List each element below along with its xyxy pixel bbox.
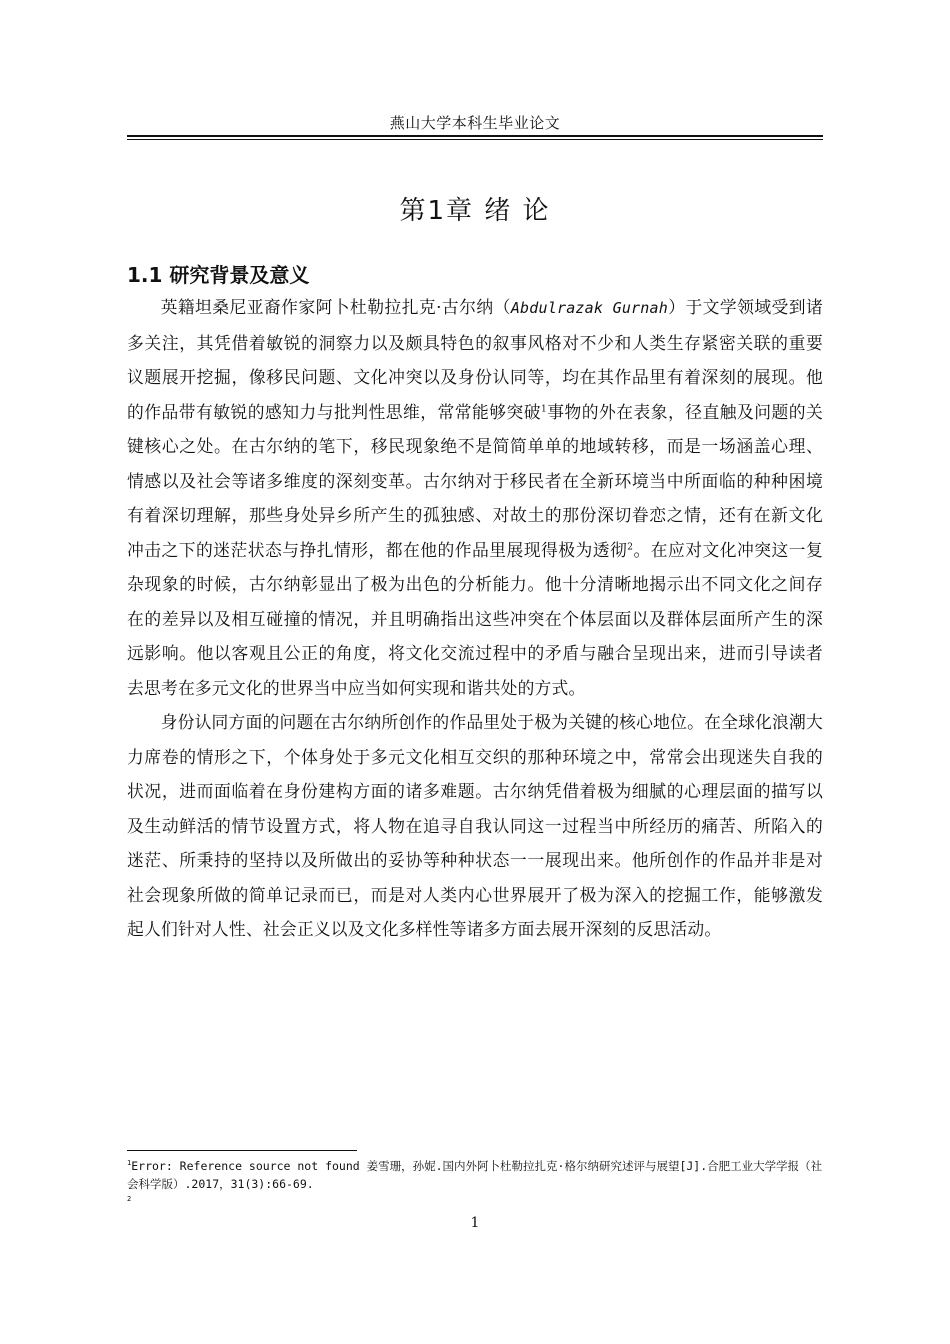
chapter-title: 第1章 绪 论 <box>399 196 551 227</box>
footnote-ref-2[interactable]: 2 <box>627 541 634 552</box>
running-header: 燕山大学本科生毕业论文 <box>389 114 561 132</box>
header-rule-thin <box>127 139 823 140</box>
footnotes <box>127 1157 823 1211</box>
paragraph-2: 身份认同方面的问题在古尔纳所创作的作品里处于极为关键的核心地位。在全球化浪潮大力席卷的情形之下，个体身处于多元文化相互交织的那种环境之中，常常会出现迷失自我的状况，进而面临着在身份建构方面的诸多难题。古尔纳凭借着极为细腻的心理层面的描写以及生动鲜活的情节设置方式，将人物在追寻自我认同这一过程当中所经历的痛苦、所陷入的迷茫、所秉持的坚持以及所做出的妥协等种种状态一一展现出来。他所创作的作品并非是对社会现象所做的简单记录而已，而是对人类内心世界展开了极为深入的挖掘工作，能够激发起人们针对人性、社会正义以及文化多样性等诸多方面去展开深刻的反思活动。 <box>127 712 823 939</box>
paragraph-1-part-a: ）于文学领域受到诸多关注，其凭借着敏锐的洞察力以及颇具特色的叙事风格对不少和人类生存紧密关联的重要议题展开挖掘，像移民问题、文化冲突以及身份认同等，均在其作品里有着深刻的展现。他的作品带有敏锐的感知力与批判性思维，常常能够突破 <box>127 297 823 422</box>
paragraph-1-intro: 英籍坦桑尼亚裔作家阿卜杜勒拉扎克·古尔纳（ <box>160 297 511 317</box>
header-rule-thick <box>127 135 823 137</box>
footnote-1 <box>127 1157 823 1193</box>
author-latin-name: Abdulrazak Gurnah <box>510 299 668 317</box>
paragraph-1 <box>127 290 823 705</box>
footnote-ref-1[interactable]: 1 <box>541 403 547 414</box>
page-number: 1 <box>470 1215 480 1231</box>
footnote-2-mark: 2 <box>127 1195 132 1204</box>
body-text <box>127 290 823 947</box>
footnote-separator <box>127 1150 357 1151</box>
footnote-1-text: Error: Reference source not found 姜雪珊，孙妮.国内外阿卜杜勒拉扎克·格尔纳研究述评与展望[J].合肥工业大学学报（社会科学版）.2017，31(3):66-69. <box>127 1159 823 1191</box>
footnote-1-mark: 1 <box>127 1159 132 1168</box>
paragraph-1-part-b: 事物的外在表象，径直触及问题的关键核心之处。在古尔纳的笔下，移民现象绝不是简简单单的地域转移，而是一场涵盖心理、情感以及社会等诸多维度的深刻变革。古尔纳对于移民者在全新环境当中所面临的种种困境有着深切理解，那些身处异乡所产生的孤独感、对故土的那份深切眷恋之情，还有在新文化冲击之下的迷茫状态与挣扎情形，都在他的作品里展现得极为透彻 <box>127 401 823 560</box>
paragraph-1-part-c: 。在应对文化冲突这一复杂现象的时候，古尔纳彰显出了极为出色的分析能力。他十分清晰地揭示出不同文化之间存在的差异以及相互碰撞的情况，并且明确指出这些冲突在个体层面以及群体层面所产生的深远影响。他以客观且公正的角度，将文化交流过程中的矛盾与融合呈现出来，进而引导读者去思考在多元文化的世界当中应当如何实现和谐共处的方式。 <box>127 539 823 698</box>
section-heading: 1.1 研究背景及意义 <box>127 262 310 287</box>
footnote-2 <box>127 1193 823 1211</box>
